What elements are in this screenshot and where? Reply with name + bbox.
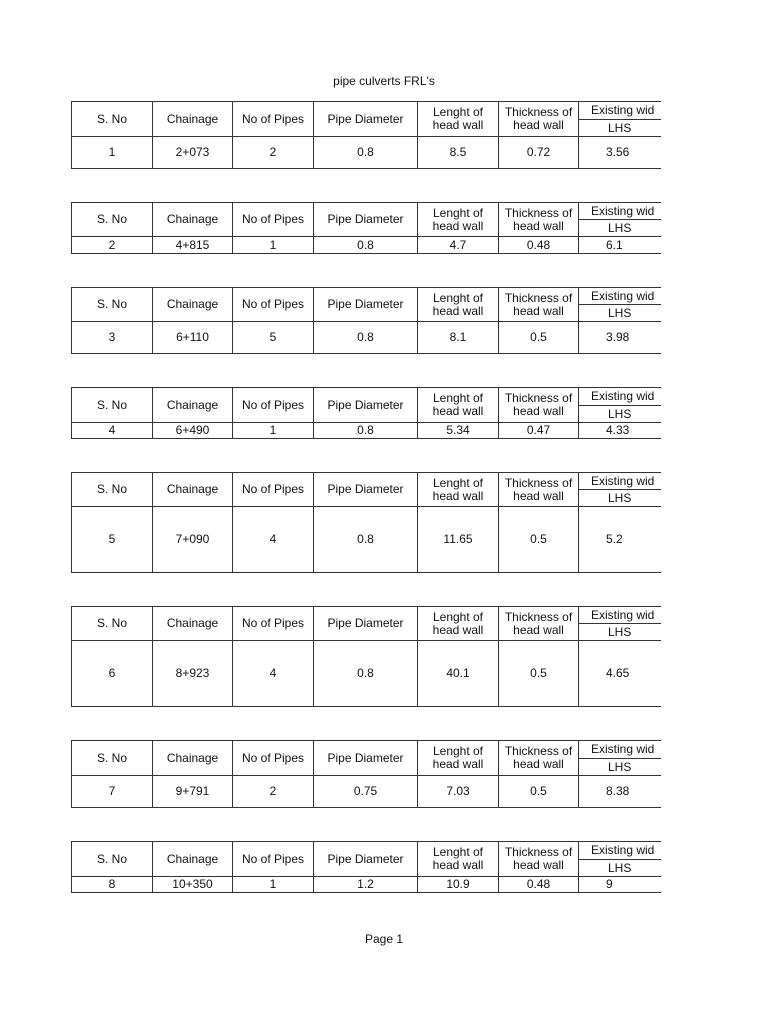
header-existing: Existing wid xyxy=(579,473,662,490)
cell-diameter: 0.8 xyxy=(314,137,418,169)
cell-lhs: 6.1 xyxy=(579,237,662,254)
header-thickness: Thickness of head wall xyxy=(499,842,579,877)
header-pipes: No of Pipes xyxy=(233,102,314,137)
culvert-table xyxy=(71,841,661,893)
cell-sno: 3 xyxy=(72,322,153,354)
header-sno: S. No xyxy=(72,741,153,776)
header-existing: Existing wid xyxy=(579,203,662,220)
header-chainage: Chainage xyxy=(153,741,233,776)
header-pipes: No of Pipes xyxy=(233,607,314,641)
cell-length: 8.1 xyxy=(418,322,499,354)
header-diameter: Pipe Diameter xyxy=(314,102,418,137)
header-lhs: LHS xyxy=(579,305,662,322)
header-length: Lenght of head wall xyxy=(418,388,499,423)
header-diameter: Pipe Diameter xyxy=(314,288,418,322)
header-thickness: Thickness of head wall xyxy=(499,607,579,641)
cell-lhs: 3.98 xyxy=(579,322,662,354)
header-chainage: Chainage xyxy=(153,102,233,137)
header-sno: S. No xyxy=(72,288,153,322)
header-length: Lenght of head wall xyxy=(418,203,499,237)
header-lhs: LHS xyxy=(579,624,662,641)
cell-thickness: 0.48 xyxy=(499,877,579,893)
cell-pipes: 2 xyxy=(233,137,314,169)
cell-pipes: 4 xyxy=(233,507,314,573)
cell-pipes: 1 xyxy=(233,237,314,254)
header-pipes: No of Pipes xyxy=(233,288,314,322)
cell-thickness: 0.5 xyxy=(499,641,579,707)
culvert-table xyxy=(71,740,661,808)
cell-lhs: 3.56 xyxy=(579,137,662,169)
header-diameter: Pipe Diameter xyxy=(314,741,418,776)
header-sno: S. No xyxy=(72,388,153,423)
cell-length: 40.1 xyxy=(418,641,499,707)
header-pipes: No of Pipes xyxy=(233,842,314,877)
cell-chainage: 10+350 xyxy=(153,877,233,893)
header-lhs: LHS xyxy=(579,406,662,423)
header-thickness: Thickness of head wall xyxy=(499,288,579,322)
header-existing: Existing wid xyxy=(579,388,662,406)
header-diameter: Pipe Diameter xyxy=(314,842,418,877)
header-lhs: LHS xyxy=(579,220,662,237)
cell-lhs: 9 xyxy=(579,877,662,893)
cell-pipes: 5 xyxy=(233,322,314,354)
header-sno: S. No xyxy=(72,842,153,877)
cell-diameter: 0.75 xyxy=(314,776,418,808)
culvert-table xyxy=(71,606,661,707)
cell-lhs: 4.33 xyxy=(579,423,662,439)
header-pipes: No of Pipes xyxy=(233,741,314,776)
header-thickness: Thickness of head wall xyxy=(499,473,579,507)
cell-diameter: 1.2 xyxy=(314,877,418,893)
cell-chainage: 4+815 xyxy=(153,237,233,254)
header-length: Lenght of head wall xyxy=(418,607,499,641)
header-existing: Existing wid xyxy=(579,288,662,305)
cell-length: 5.34 xyxy=(418,423,499,439)
table-row xyxy=(72,137,662,169)
header-thickness: Thickness of head wall xyxy=(499,102,579,137)
header-lhs: LHS xyxy=(579,120,662,137)
cell-thickness: 0.5 xyxy=(499,322,579,354)
header-thickness: Thickness of head wall xyxy=(499,388,579,423)
header-diameter: Pipe Diameter xyxy=(314,473,418,507)
culvert-table-grid xyxy=(71,202,661,254)
cell-pipes: 2 xyxy=(233,776,314,808)
table-row xyxy=(72,322,662,354)
table-row xyxy=(72,776,662,808)
cell-diameter: 0.8 xyxy=(314,507,418,573)
cell-thickness: 0.5 xyxy=(499,507,579,573)
cell-pipes: 4 xyxy=(233,641,314,707)
header-chainage: Chainage xyxy=(153,842,233,877)
header-length: Lenght of head wall xyxy=(418,741,499,776)
cell-chainage: 2+073 xyxy=(153,137,233,169)
cell-length: 10.9 xyxy=(418,877,499,893)
header-sno: S. No xyxy=(72,607,153,641)
culvert-table-grid xyxy=(71,101,661,169)
header-chainage: Chainage xyxy=(153,203,233,237)
header-thickness: Thickness of head wall xyxy=(499,741,579,776)
cell-thickness: 0.47 xyxy=(499,423,579,439)
header-lhs: LHS xyxy=(579,860,662,877)
culvert-table-grid xyxy=(71,841,661,893)
cell-diameter: 0.8 xyxy=(314,237,418,254)
header-sno: S. No xyxy=(72,473,153,507)
header-chainage: Chainage xyxy=(153,607,233,641)
cell-chainage: 6+110 xyxy=(153,322,233,354)
cell-length: 4.7 xyxy=(418,237,499,254)
culvert-table xyxy=(71,472,661,573)
table-row xyxy=(72,507,662,573)
cell-lhs: 4.65 xyxy=(579,641,662,707)
cell-diameter: 0.8 xyxy=(314,423,418,439)
culvert-table-grid xyxy=(71,740,661,808)
header-thickness: Thickness of head wall xyxy=(499,203,579,237)
culvert-table xyxy=(71,101,661,169)
cell-pipes: 1 xyxy=(233,423,314,439)
header-existing: Existing wid xyxy=(579,741,662,759)
table-row xyxy=(72,423,662,439)
cell-sno: 2 xyxy=(72,237,153,254)
culvert-table-grid xyxy=(71,472,661,573)
cell-chainage: 7+090 xyxy=(153,507,233,573)
cell-lhs: 5.2 xyxy=(579,507,662,573)
page-title: pipe culverts FRL's xyxy=(333,74,435,88)
header-existing: Existing wid xyxy=(579,842,662,860)
cell-thickness: 0.72 xyxy=(499,137,579,169)
cell-sno: 6 xyxy=(72,641,153,707)
cell-diameter: 0.8 xyxy=(314,322,418,354)
header-length: Lenght of head wall xyxy=(418,288,499,322)
header-lhs: LHS xyxy=(579,759,662,776)
header-diameter: Pipe Diameter xyxy=(314,388,418,423)
header-existing: Existing wid xyxy=(579,607,662,624)
cell-sno: 4 xyxy=(72,423,153,439)
culvert-table-grid xyxy=(71,387,661,439)
header-sno: S. No xyxy=(72,102,153,137)
table-row xyxy=(72,641,662,707)
header-lhs: LHS xyxy=(579,490,662,507)
cell-diameter: 0.8 xyxy=(314,641,418,707)
cell-sno: 1 xyxy=(72,137,153,169)
cell-thickness: 0.48 xyxy=(499,237,579,254)
header-length: Lenght of head wall xyxy=(418,842,499,877)
culvert-table-grid xyxy=(71,287,661,354)
cell-sno: 5 xyxy=(72,507,153,573)
page-footer: Page 1 xyxy=(364,932,404,946)
culvert-table xyxy=(71,287,661,354)
cell-length: 7.03 xyxy=(418,776,499,808)
header-pipes: No of Pipes xyxy=(233,388,314,423)
header-length: Lenght of head wall xyxy=(418,473,499,507)
cell-lhs: 8.38 xyxy=(579,776,662,808)
header-chainage: Chainage xyxy=(153,288,233,322)
cell-thickness: 0.5 xyxy=(499,776,579,808)
header-length: Lenght of head wall xyxy=(418,102,499,137)
cell-pipes: 1 xyxy=(233,877,314,893)
cell-chainage: 6+490 xyxy=(153,423,233,439)
header-sno: S. No xyxy=(72,203,153,237)
cell-length: 11.65 xyxy=(418,507,499,573)
header-pipes: No of Pipes xyxy=(233,473,314,507)
cell-sno: 8 xyxy=(72,877,153,893)
header-diameter: Pipe Diameter xyxy=(314,203,418,237)
cell-chainage: 9+791 xyxy=(153,776,233,808)
culvert-table-grid xyxy=(71,606,661,707)
header-chainage: Chainage xyxy=(153,388,233,423)
cell-chainage: 8+923 xyxy=(153,641,233,707)
culvert-table xyxy=(71,202,661,254)
cell-sno: 7 xyxy=(72,776,153,808)
table-row xyxy=(72,237,662,254)
culvert-table xyxy=(71,387,661,439)
header-pipes: No of Pipes xyxy=(233,203,314,237)
header-chainage: Chainage xyxy=(153,473,233,507)
table-row xyxy=(72,877,662,893)
cell-length: 8.5 xyxy=(418,137,499,169)
header-diameter: Pipe Diameter xyxy=(314,607,418,641)
header-existing: Existing wid xyxy=(579,102,662,120)
